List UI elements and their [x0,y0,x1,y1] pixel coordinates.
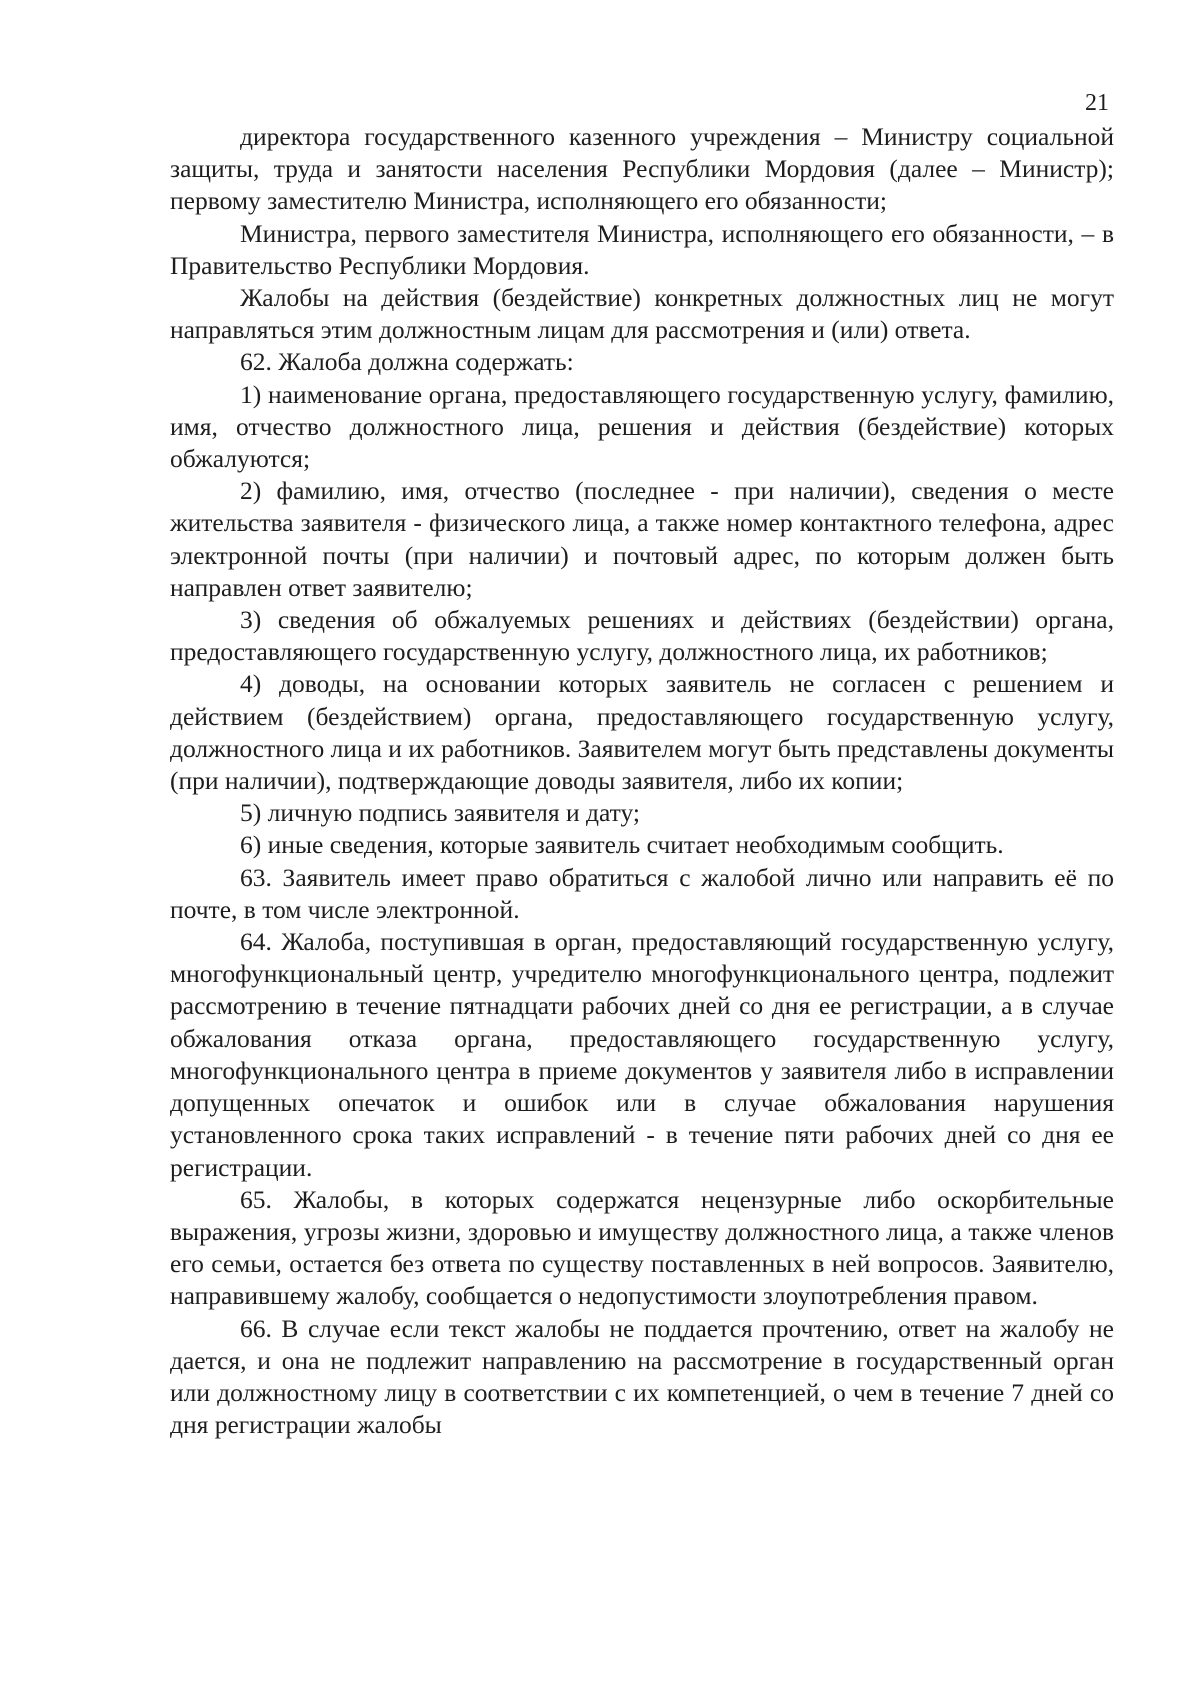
list-item-5: 5) личную подпись заявителя и дату; [240,798,640,828]
paragraph-66: 66. В случае если текст жалобы не поддается прочтению, ответ на жалобу не дается, и она не подлежит направлению на рассмотрение в государственный орган или должностному лицу в соответствии с их компетенцией, о чем в течение 7 дней со дня регистрации жалобы [170,1313,1114,1440]
list-item-1: 1) наименование органа, предоставляющего государственную услугу, фамилию, имя, отчество должностного лица, решения и действия (бездействие) которых обжалуются; [170,379,1114,474]
paragraph-62: 62. Жалоба должна содержать: [240,347,574,377]
paragraph-63: 63. Заявитель имеет право обратиться с жалобой лично или направить её по почте, в том числе электронной. [170,862,1114,924]
list-item-4: 4) доводы, на основании которых заявитель не согласен с решением и действием (бездействием) органа, предоставляющего государственную услугу, должностного лица и их работников. Заявителем могут быть представлены документы (при наличии), подтверждающие доводы заявителя, либо их копии; [170,669,1114,796]
paragraph-65: 65. Жалобы, в которых содержатся нецензурные либо оскорбительные выражения, угрозы жизни, здоровью и имуществу должностного лица, а также членов его семьи, остается без ответа по существу поставленных в ней вопросов. Заявителю, направившему жалобу, сообщается о недопустимости злоупотребления правом. [170,1184,1114,1311]
list-item-3: 3) сведения об обжалуемых решениях и действиях (бездействии) органа, предоставляющего государственную услугу, должностного лица, их работников; [170,605,1114,667]
paragraph-64: 64. Жалоба, поступившая в орган, предоставляющий государственную услугу, многофункциональный центр, учредителю многофункционального центра, подлежит рассмотрению в течение пятнадцати рабочих дней со дня ее регистрации, а в случае обжалования отказа органа, предоставляющего государственную услугу, многофункционального центра в приеме документов у заявителя либо в исправлении допущенных опечаток и ошибок или в случае обжалования нарушения установленного срока таких исправлений - в течение пяти рабочих дней со дня ее регистрации. [170,927,1114,1182]
list-item-2: 2) фамилию, имя, отчество (последнее - при наличии), сведения о месте жительства заявителя - физического лица, а также номер контактного телефона, адрес электронной почты (при наличии) и почтовый адрес, по которым должен быть направлен ответ заявителю; [170,476,1114,602]
page-number: 21 [1085,90,1109,116]
paragraph-continuation: директора государственного казенного учреждения – Министру социальной защиты, труда и занятости населения Республики Мордовия (далее – Министр); первому заместителю Министра, исполняющего его обязанности; [170,122,1114,216]
document-body [170,121,1114,1441]
paragraph-complaints-officials: Жалобы на действия (бездействие) конкретных должностных лиц не могут направляться этим должностным лицам для рассмотрения и (или) ответа. [170,283,1114,345]
list-item-6: 6) иные сведения, которые заявитель считает необходимым сообщить. [240,830,1004,860]
paragraph-minister: Министра, первого заместителя Министра, исполняющего его обязанности, – в Правительство Республики Мордовия. [170,218,1114,280]
